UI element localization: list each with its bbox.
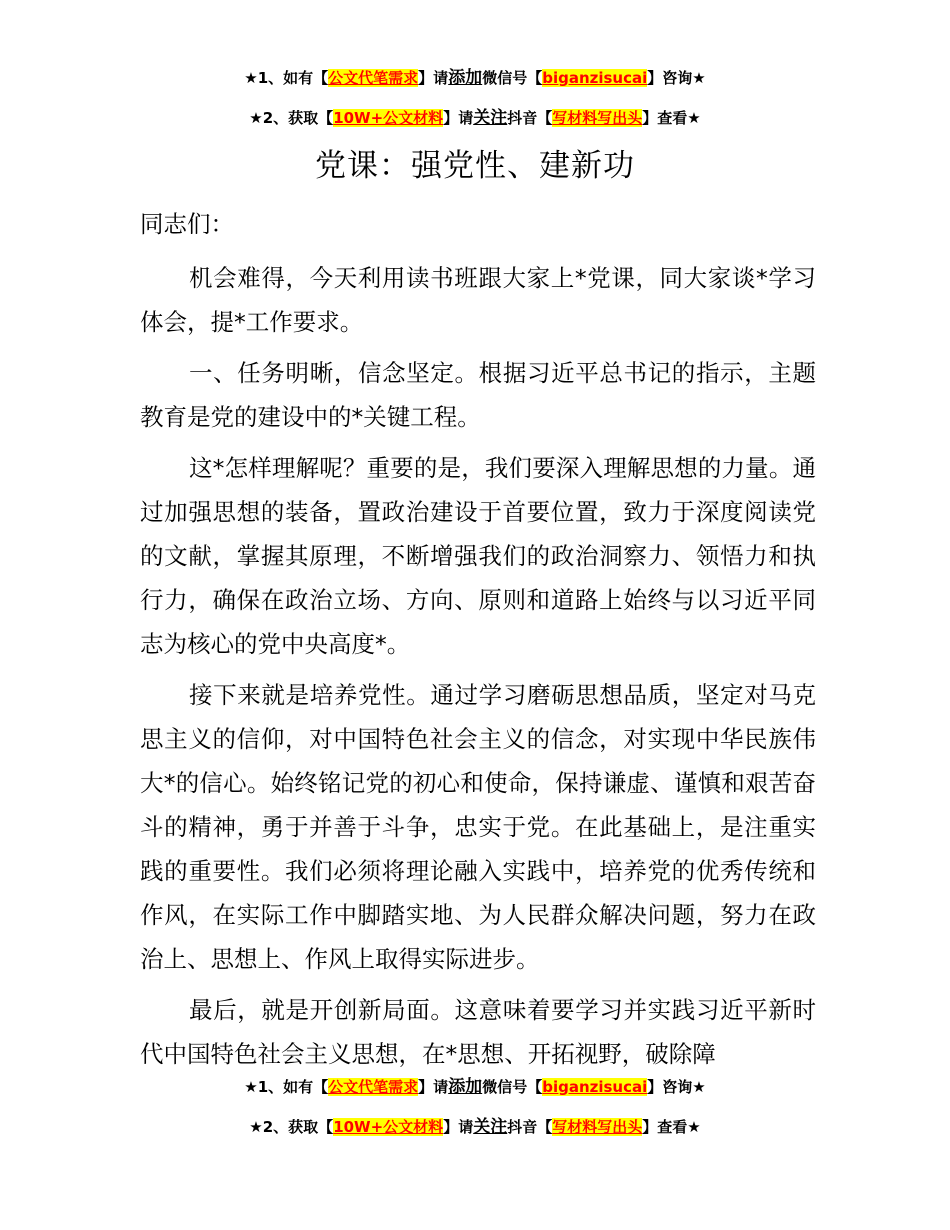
- ad-text: 】请: [443, 1118, 474, 1136]
- paragraph: 这*怎样理解呢？重要的是，我们要深入理解思想的力量。通过加强思想的装备，置政治建设于首要位置，致力于深度阅读党的文献，掌握其原理，不断增强我们的政治洞察力、领悟力和执行力，确保在政治立场、方向、原则和道路上始终与以习近平同志为核心的党中央高度*。: [140, 454, 816, 658]
- document-body: [140, 202, 816, 1083]
- ad-text: 抖音【: [507, 109, 553, 127]
- ad-text: 】查看★: [642, 1118, 701, 1136]
- header-ad-line-1: [0, 67, 950, 89]
- ad-text: ★1、如有【: [244, 69, 329, 87]
- ad-text: 微信号【: [482, 69, 543, 87]
- ad-text: ★1、如有【: [244, 1078, 329, 1096]
- ad-highlight-wechat: biganzisucai: [542, 1078, 648, 1096]
- ad-highlight-douyin: 写材料写出头: [552, 1118, 643, 1136]
- ad-text: 】查看★: [642, 109, 701, 127]
- ad-highlight: 10W+公文材料: [333, 1118, 444, 1136]
- paragraph: 接下来就是培养党性。通过学习磨砺思想品质，坚定对马克思主义的信仰，对中国特色社会主义的信念，对实现中华民族伟大*的信心。始终铭记党的初心和使命，保持谦虚、谨慎和艰苦奋斗的精神，勇于并善于斗争，忠实于党。在此基础上，是注重实践的重要性。我们必须将理论融入实践中，培养党的优秀传统和作风，在实际工作中脚踏实地、为人民群众解决问题，努力在政治上、思想上、作风上取得实际进步。: [140, 681, 816, 973]
- ad-text: 】请: [418, 69, 449, 87]
- ad-text: ★2、获取【: [249, 109, 334, 127]
- paragraph: 机会难得，今天利用读书班跟大家上*党课，同大家谈*学习体会，提*工作要求。: [140, 264, 816, 336]
- ad-text: 】请: [443, 109, 474, 127]
- ad-highlight: 公文代笔需求: [328, 69, 419, 87]
- ad-emphasis: 添加: [448, 1077, 483, 1097]
- ad-emphasis: 关注: [473, 108, 508, 128]
- ad-text: 】咨询★: [647, 1078, 706, 1096]
- ad-text: ★2、获取【: [249, 1118, 334, 1136]
- footer-ad-line-1: [0, 1076, 950, 1106]
- ad-highlight-wechat: biganzisucai: [542, 69, 648, 87]
- ad-text: 微信号【: [482, 1078, 543, 1096]
- greeting: 同志们：: [140, 210, 234, 238]
- footer-ad-line-2: [0, 1116, 950, 1138]
- header-ad-line-2: [0, 107, 950, 129]
- document-title: 党课：强党性、建新功: [315, 148, 635, 184]
- ad-highlight-douyin: 写材料写出头: [552, 109, 643, 127]
- ad-text: 抖音【: [507, 1118, 553, 1136]
- paragraph: 最后，就是开创新局面。这意味着要学习并实践习近平新时代中国特色社会主义思想，在*思想、开拓视野，破除障: [140, 996, 816, 1068]
- ad-text: 】咨询★: [647, 69, 706, 87]
- paragraph: 一、任务明晰，信念坚定。根据习近平总书记的指示，主题教育是党的建设中的*关键工程。: [140, 359, 816, 431]
- ad-emphasis: 关注: [473, 1117, 508, 1137]
- ad-highlight: 10W+公文材料: [333, 109, 444, 127]
- ad-emphasis: 添加: [448, 68, 483, 88]
- ad-highlight: 公文代笔需求: [328, 1078, 419, 1096]
- ad-text: 】请: [418, 1078, 449, 1096]
